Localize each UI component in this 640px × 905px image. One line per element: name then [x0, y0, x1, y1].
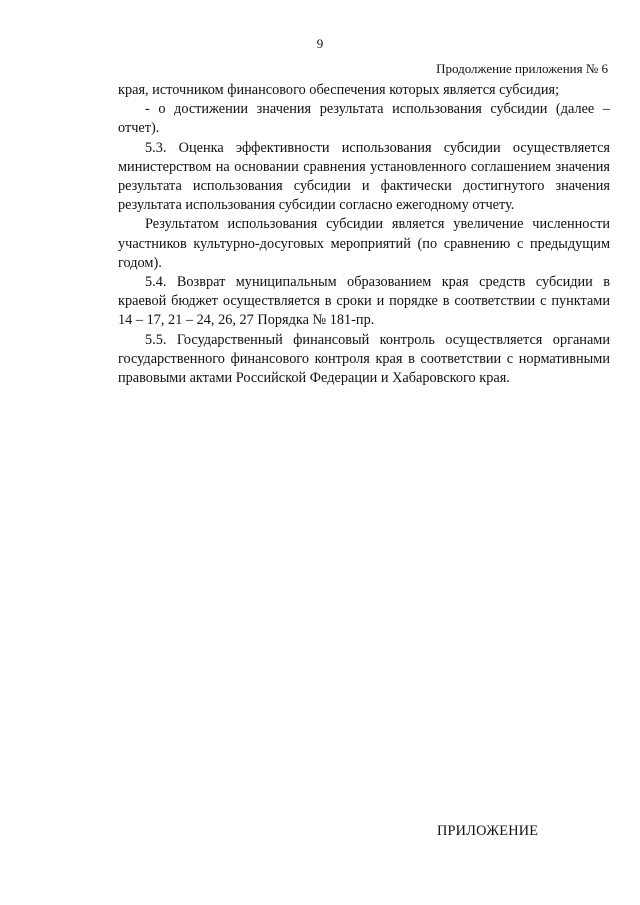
paragraph-4: Результатом использования субсидии является увеличение численности участников культурно-досуговых мероприятий (по сравнению с предыдущим годом).: [118, 216, 610, 271]
appendix-title: ПРИЛОЖЕНИЕ: [437, 823, 539, 839]
paragraph-2: - о достижении значения результата использования субсидии (далее – отчет).: [118, 101, 610, 137]
paragraph-1: края, источником финансового обеспечения которых является субсидия;: [118, 82, 560, 98]
paragraph-5: 5.4. Возврат муниципальным образованием края средств субсидии в краевой бюджет осуществляется в сроки и порядке в соответствии с пунктами 14 – 17, 21 – 24, 26, 27 Порядка № 181-пр.: [118, 274, 610, 329]
paragraph-6: 5.5. Государственный финансовый контроль осуществляется органами государственного финансового контроля края в соответствии с нормативными правовыми актами Российской Федерации и Хабаровского края.: [118, 331, 610, 387]
page-number: 9: [316, 36, 324, 51]
paragraph-3: 5.3. Оценка эффективности использования субсидии осуществляется министерством на основании сравнения установленного соглашением значения результата использования субсидии и фактически достигнутого значения результата использования субсидии согласно ежегодному отчету.: [118, 139, 610, 214]
continuation-header: Продолжение приложения № 6: [436, 61, 608, 76]
document-body: [118, 81, 610, 388]
